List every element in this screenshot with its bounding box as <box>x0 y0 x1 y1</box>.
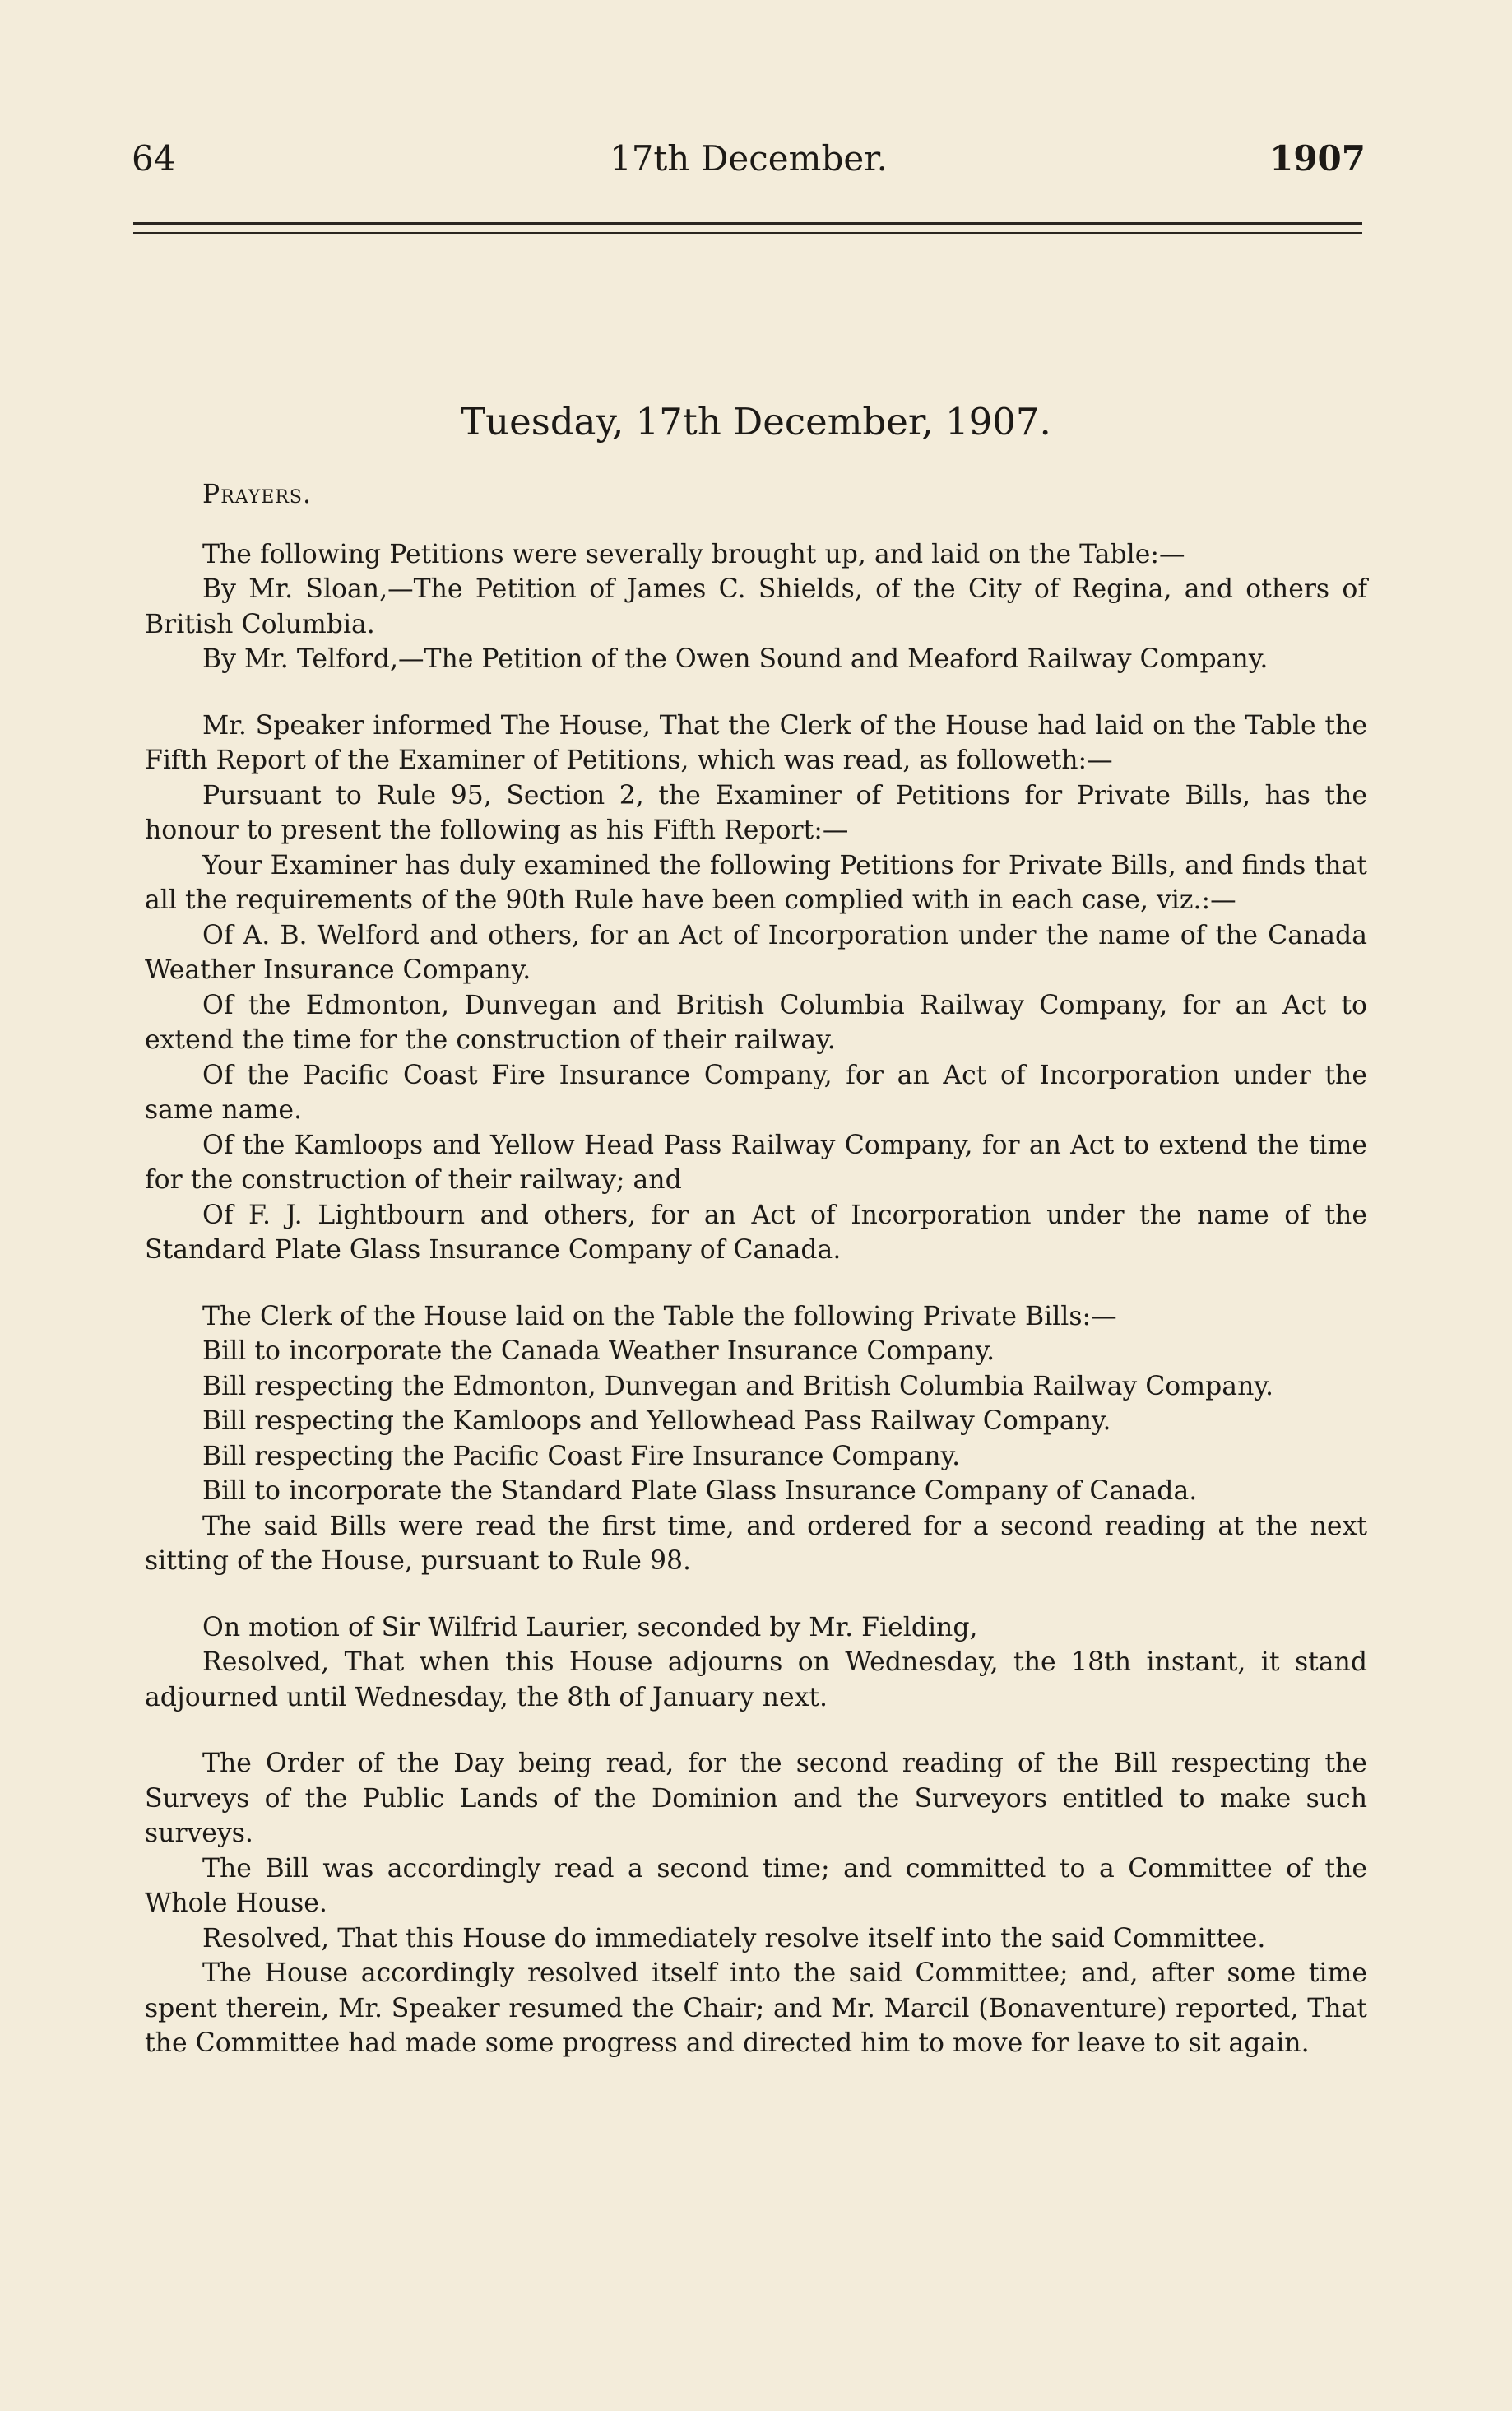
paragraph: The Order of the Day being read, for the second reading of the Bill respecting the Surveys of the Public Lands of the Dominion and the Surveyors entitled to make such surveys. <box>145 1749 1367 1848</box>
running-header <box>132 138 1366 196</box>
paragraph: Bill to incorporate the Standard Plate Glass Insurance Company of Canada. <box>202 1476 1198 1506</box>
header-rule <box>133 222 1362 225</box>
header-rule-second <box>133 232 1362 234</box>
paragraph: Of A. B. Welford and others, for an Act of Incorporation under the name of the Canada Weather Insurance Company. <box>145 920 1367 985</box>
paragraph: The House accordingly resolved itself into the said Committee; and, after some time spent therein, Mr. Speaker resumed the Chair; and Mr. Marcil (Bonaventure) reported, That the Committee had made some progress and directed him to move for leave to sit again. <box>145 1958 1367 2058</box>
page-title: Tuesday, 17th December, 1907. <box>461 400 1051 444</box>
header-date: 17th December. <box>609 138 888 179</box>
paragraph: Resolved, That when this House adjourns on Wednesday, the 18th instant, it stand adjourned until Wednesday, the 8th of January next. <box>145 1647 1367 1712</box>
paragraph: Of the Pacific Coast Fire Insurance Company, for an Act of Incorporation under the same name. <box>145 1060 1367 1125</box>
paragraph: Resolved, That this House do immediately resolve itself into the said Committee. <box>202 1923 1266 1953</box>
paragraph: By Mr. Sloan,—The Petition of James C. Shields, of the City of Regina, and others of British Columbia. <box>145 574 1367 639</box>
paragraph: The Clerk of the House laid on the Table the following Private Bills:— <box>202 1301 1117 1331</box>
prayers-heading: Prayers. <box>202 480 312 509</box>
page-number: 64 <box>132 138 176 179</box>
document-body <box>145 477 1367 2061</box>
paragraph: Bill to incorporate the Canada Weather Insurance Company. <box>202 1336 995 1366</box>
paragraph: Your Examiner has duly examined the following Petitions for Private Bills, and finds that all the requirements of the 90th Rule have been complied with in each case, viz.:— <box>145 850 1367 915</box>
paragraph: Bill respecting the Pacific Coast Fire Insurance Company. <box>202 1441 961 1471</box>
paragraph: On motion of Sir Wilfrid Laurier, seconded by Mr. Fielding, <box>202 1612 978 1642</box>
paragraph: Of F. J. Lightbourn and others, for an Act of Incorporation under the name of the Standard Plate Glass Insurance Company of Canada. <box>145 1200 1367 1265</box>
paragraph: The following Petitions were severally brought up, and laid on the Table:— <box>202 539 1185 569</box>
paragraph: By Mr. Telford,—The Petition of the Owen Sound and Meaford Railway Company. <box>202 644 1269 674</box>
paragraph: The said Bills were read the first time, and ordered for a second reading at the next sitting of the House, pursuant to Rule 98. <box>145 1511 1367 1576</box>
paragraph: Mr. Speaker informed The House, That the Clerk of the House had laid on the Table the Fifth Report of the Examiner of Petitions, which was read, as followeth:— <box>145 710 1367 775</box>
paragraph: The Bill was accordingly read a second time; and committed to a Committee of the Whole House. <box>145 1853 1367 1918</box>
paragraph: Of the Edmonton, Dunvegan and British Columbia Railway Company, for an Act to extend the time for the construction of their railway. <box>145 990 1367 1055</box>
paragraph: Bill respecting the Edmonton, Dunvegan and British Columbia Railway Company. <box>202 1371 1273 1401</box>
paragraph: Bill respecting the Kamloops and Yellowhead Pass Railway Company. <box>202 1406 1111 1436</box>
paragraph: Pursuant to Rule 95, Section 2, the Examiner of Petitions for Private Bills, has the honour to present the following as his Fifth Report:— <box>145 780 1367 845</box>
header-year: 1907 <box>1269 138 1366 179</box>
paragraph: Of the Kamloops and Yellow Head Pass Railway Company, for an Act to extend the time for the construction of their railway; and <box>145 1130 1367 1195</box>
